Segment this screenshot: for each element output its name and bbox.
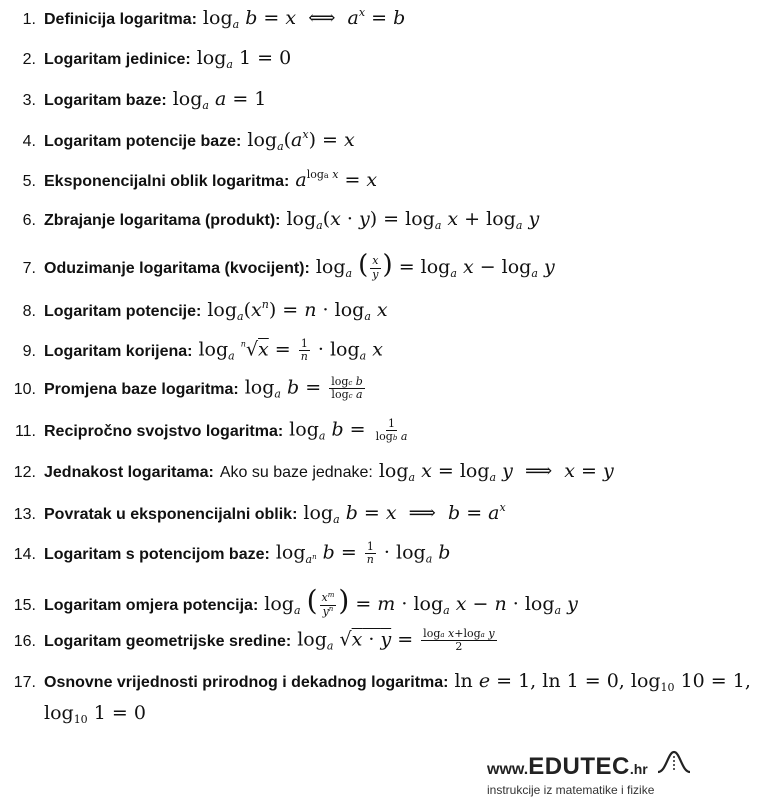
formula: $\log_a 1 = 0$: [196, 47, 292, 71]
formula: $\log_a b = x$ ⟺ $a^x = b$: [202, 6, 406, 31]
item-number: 3.: [22, 92, 36, 109]
list-item: [0, 88, 266, 112]
formula: $\log_a x = \log_a y$ ⟹ x = y: [378, 460, 614, 484]
item-number: 11.: [14, 422, 36, 440]
item-title: Logaritam jedinice:: [44, 51, 191, 68]
list-item: [0, 670, 751, 694]
list-item: [0, 541, 450, 566]
formula: $\log_a(x^n) = n \cdot \log_a x$: [207, 298, 388, 323]
item-title: Logaritam potencije baze:: [44, 133, 242, 150]
item-number: 12.: [13, 464, 36, 481]
formula: $\log_a$ ( $\frac{x}{y}$ ) = $\log_a x - \log_a y$: [315, 250, 555, 281]
item-title: Recipročno svojstvo logaritma:: [44, 422, 284, 440]
item-number: 8.: [22, 303, 36, 320]
bell-curve-icon: [656, 750, 692, 774]
logo-tld: .hr: [629, 761, 648, 777]
item-number: 1.: [22, 11, 36, 28]
item-title: Osnovne vrijednosti prirodnog i dekadnog logaritma:: [44, 674, 449, 691]
item-number: 4.: [22, 133, 36, 150]
item-title: Definicija logaritma:: [44, 11, 197, 28]
logo-www: www.: [487, 761, 529, 778]
item-title: Logaritam geometrijske sredine:: [44, 632, 292, 650]
item-title: Promjena baze logaritma:: [44, 380, 239, 398]
formula: $\log_a$ ( $\frac{x^m}{y^n}$ ) = $m \cdot \log_a x - n \cdot \log_a y$: [264, 584, 578, 618]
item-title: Zbrajanje logaritama (produkt):: [44, 212, 281, 229]
item-number: 17.: [13, 674, 36, 691]
item-number: 10.: [13, 380, 36, 398]
item-title: Logaritam omjera potencija:: [44, 597, 259, 614]
list-item: [0, 501, 506, 526]
formula: $\log_a(a^x) = x$: [247, 128, 355, 153]
item-title: Jednakost logaritama:: [44, 464, 214, 481]
item-title: Eksponencijalni oblik logaritma:: [44, 173, 290, 190]
item-title: Povratak u eksponencijalni oblik:: [44, 506, 298, 523]
list-item: [0, 6, 405, 31]
item-number: 15.: [13, 597, 36, 614]
list-item: [0, 250, 555, 281]
item-number: 6.: [22, 212, 36, 229]
item-title: Logaritam baze:: [44, 92, 167, 109]
formula: $\log_a b = x$ ⟹ $b = a^x$: [303, 501, 506, 526]
list-item: [0, 128, 355, 153]
formula: $\log_a a = 1$: [172, 88, 267, 112]
formula: $\log_{a^n} b$ = $\frac{1}{n}$ · $\log_a b$: [275, 540, 451, 567]
item-number: 7.: [22, 260, 36, 277]
list-item: [0, 338, 383, 363]
item-title: Oduzimanje logaritama (kvocijent):: [44, 260, 310, 277]
list-item-continuation: [44, 702, 146, 726]
item-number: 5.: [22, 173, 36, 190]
list-item: [0, 628, 499, 653]
list-item: [0, 584, 578, 618]
item-number: 13.: [13, 506, 36, 523]
list-item: [0, 376, 367, 401]
formula: $\log_a ^n√x$ = $\frac{1}{n}$ · $\log_a x$: [198, 337, 383, 364]
item-title: Logaritam s potencijom baze:: [44, 545, 270, 563]
list-item: [0, 460, 614, 484]
formula: $a^{loga x} = x$: [295, 168, 378, 191]
item-number: 14.: [13, 545, 36, 563]
formula: $\log_a b$ = $\frac{\text{logc b}}{\text{logc a}}$: [244, 375, 363, 402]
formula: ln e = 1, ln 1 = 0, $\log_{10} 10 = 1$,: [454, 670, 751, 694]
item-number: 9.: [22, 342, 36, 360]
formula: $\log_{10} 1 = 0$: [44, 702, 146, 726]
formula: $\log_a √x \cdot y$ = $\frac{\text{loga x+loga y}}{2}$: [297, 627, 495, 654]
list-item: [0, 168, 377, 191]
item-number: 16.: [13, 632, 36, 650]
formula: $\log_a b$ = $\frac{1}{\text{logb a}}$: [289, 417, 408, 444]
item-number: 2.: [22, 51, 36, 68]
list-item: [0, 418, 411, 443]
formula: $\log_a(x \cdot y) = \log_a x + \log_a y$: [286, 208, 540, 232]
list-item: [0, 298, 388, 323]
list-item: [0, 47, 291, 71]
logo-brand: EDUTEC: [528, 753, 630, 780]
item-title: Logaritam potencije:: [44, 303, 202, 320]
edutec-logo: [487, 750, 692, 797]
logo-tagline: instrukcije iz matematike i fizike: [487, 783, 655, 797]
item-title: Logaritam korijena:: [44, 342, 193, 360]
item-note: Ako su baze jednake:: [219, 464, 373, 481]
list-item: [0, 208, 539, 232]
